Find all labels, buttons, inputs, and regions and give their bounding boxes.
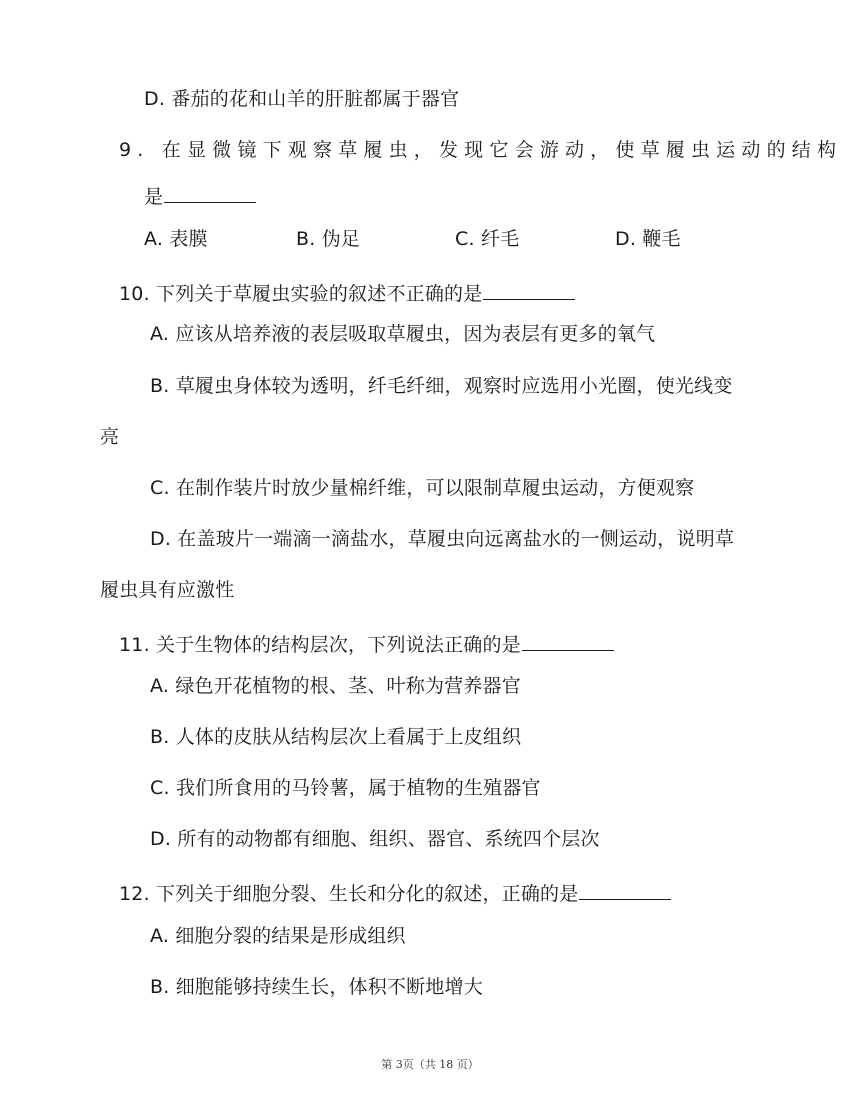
q9-option-d: D. 鞭毛 [615, 228, 681, 250]
q11-option-b: B. 人体的皮肤从结构层次上看属于上皮组织 [150, 726, 522, 748]
q10-option-b-line2: 亮 [100, 426, 120, 448]
q10-option-c: C. 在制作装片时放少量棉纤维，可以限制草履虫运动，方便观察 [150, 477, 695, 499]
q9-answer-blank [164, 182, 256, 203]
q8-option-d: D. 番茄的花和山羊的肝脏都属于器官 [144, 88, 460, 110]
q10-option-d-line2: 履虫具有应激性 [100, 579, 235, 601]
q9-stem-text: 是 [144, 186, 164, 208]
q11-stem [119, 630, 614, 658]
q11-answer-blank [522, 630, 614, 651]
q10-option-b-line1: B. 草履虫身体较为透明，纤毛纤细，观察时应选用小光圈，使光线变 [150, 375, 733, 397]
page-footer: 第 3页（共 18 页） [381, 1058, 479, 1071]
q11-stem-text: 11. 关于生物体的结构层次，下列说法正确的是 [119, 634, 521, 656]
q9-option-c: C. 纤毛 [455, 228, 520, 250]
q12-option-a: A. 细胞分裂的结果是形成组织 [150, 925, 406, 947]
q12-stem-text: 12. 下列关于细胞分裂、生长和分化的叙述，正确的是 [119, 883, 579, 905]
q9-stem-line2 [144, 182, 256, 210]
q9-stem-line1: 9. 在显微镜下观察草履虫，发现它会游动，使草履虫运动的结构 [119, 139, 843, 161]
q12-stem [119, 879, 671, 907]
q10-answer-blank [483, 279, 575, 300]
q11-option-c: C. 我们所食用的马铃薯，属于植物的生殖器官 [150, 777, 541, 799]
q11-option-a: A. 绿色开花植物的根、茎、叶称为营养器官 [150, 675, 521, 697]
q9-option-a: A. 表膜 [144, 228, 208, 250]
q12-option-b: B. 细胞能够持续生长，体积不断地增大 [150, 976, 483, 998]
q10-stem [119, 279, 575, 307]
q10-option-d-line1: D. 在盖玻片一端滴一滴盐水，草履虫向远离盐水的一侧运动，说明草 [150, 528, 735, 550]
q10-stem-text: 10. 下列关于草履虫实验的叙述不正确的是 [119, 283, 483, 305]
q9-option-b: B. 伪足 [296, 228, 361, 250]
q12-answer-blank [579, 879, 671, 900]
q11-option-d: D. 所有的动物都有细胞、组织、器官、系统四个层次 [150, 828, 600, 850]
q9-options-row [0, 226, 860, 252]
q10-option-a: A. 应该从培养液的表层吸取草履虫，因为表层有更多的氧气 [150, 323, 656, 345]
